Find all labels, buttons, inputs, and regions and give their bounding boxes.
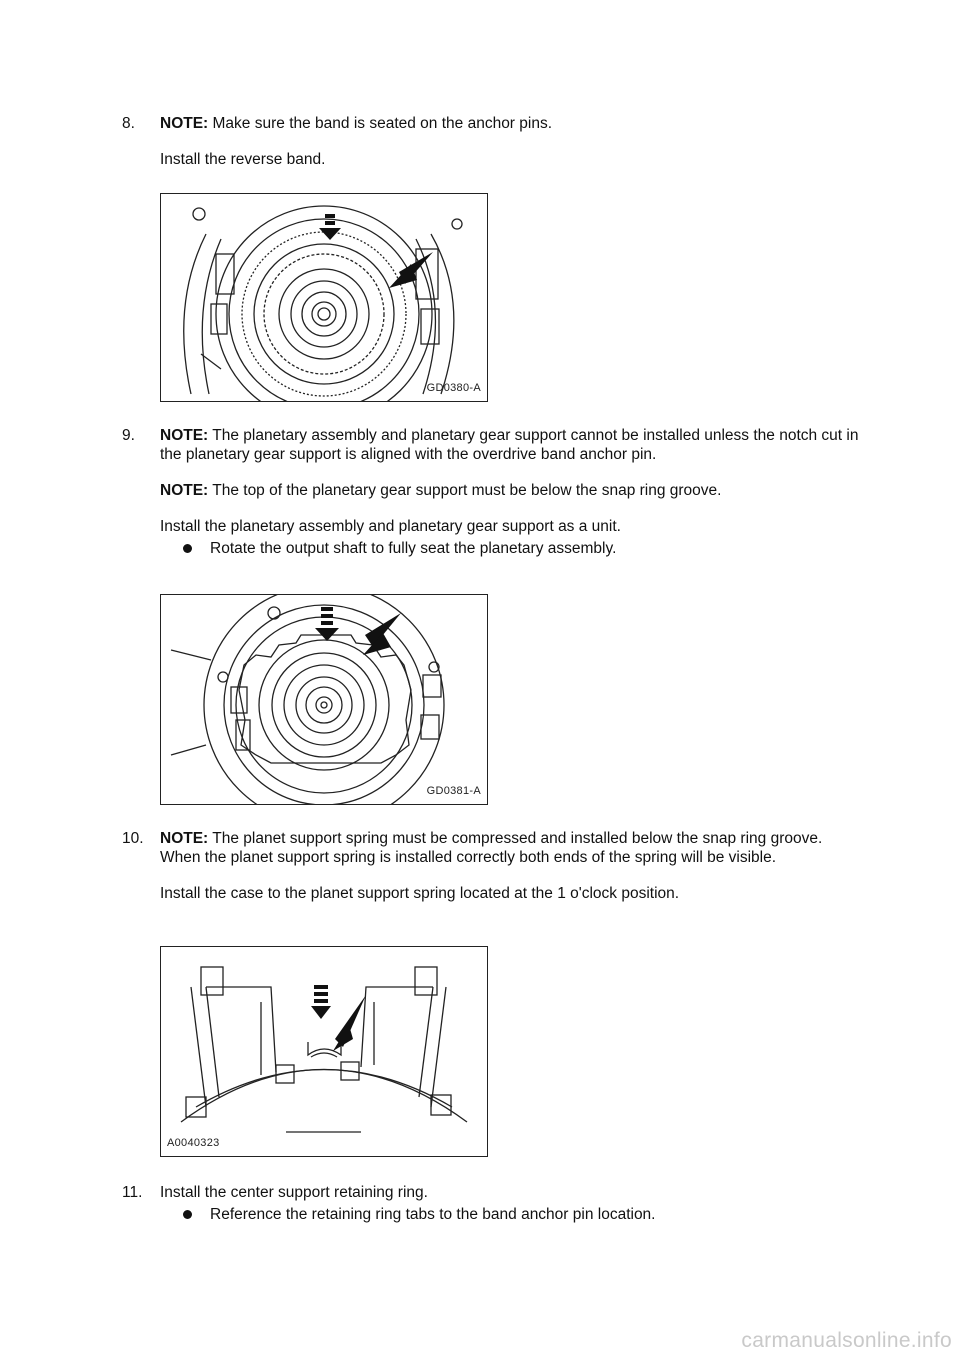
bullet-icon — [183, 1210, 192, 1219]
note-text: Make sure the band is seated on the anchor pins. — [208, 115, 553, 132]
step-body — [160, 829, 860, 903]
bullet-text: Reference the retaining ring tabs to the band anchor pin location. — [210, 1206, 656, 1223]
note-text: The top of the planetary gear support must be below the snap ring groove. — [208, 482, 722, 499]
figure-caption: A0040323 — [167, 1137, 220, 1149]
step-number: 10. — [122, 830, 144, 847]
step-number: 11. — [122, 1184, 143, 1201]
bullet-text: Rotate the output shaft to fully seat the planetary assembly. — [210, 540, 617, 557]
figure-planet-support-spring — [160, 946, 488, 1157]
bullet-icon — [183, 544, 192, 553]
bullet-item — [160, 539, 860, 558]
figure-caption: GD0380-A — [426, 382, 481, 394]
note — [160, 114, 860, 133]
planet-support-spring-illustration — [161, 947, 487, 1156]
step-number: 8. — [122, 115, 135, 132]
bullet-item — [160, 1205, 860, 1224]
note — [160, 426, 860, 464]
figure-caption: GD0381-A — [426, 785, 481, 797]
step-number: 9. — [122, 427, 135, 444]
note-label: NOTE: — [160, 115, 209, 132]
note-text: The planetary assembly and planetary gear support cannot be installed unless the notch cut in the planetary gear support is aligned with the overdrive band anchor pin. — [160, 427, 859, 463]
reverse-band-illustration — [161, 194, 487, 401]
note-label: NOTE: — [160, 482, 209, 499]
figure-reverse-band — [160, 193, 488, 402]
note — [160, 481, 860, 500]
note — [160, 829, 860, 867]
instruction: Install the case to the planet support spring located at the 1 o'clock position. — [160, 885, 680, 902]
watermark: carmanualsonline.info — [741, 1329, 952, 1352]
instruction: Install the planetary assembly and planetary gear support as a unit. — [160, 518, 621, 535]
planetary-assembly-illustration — [161, 595, 487, 804]
note-label: NOTE: — [160, 427, 209, 444]
instruction: Install the center support retaining ring. — [160, 1184, 428, 1201]
note-label: NOTE: — [160, 830, 209, 847]
instruction: Install the reverse band. — [160, 151, 326, 168]
step-body — [160, 1183, 860, 1224]
step-body — [160, 426, 860, 558]
step-body — [160, 114, 860, 169]
figure-planetary-assembly — [160, 594, 488, 805]
note-text: The planet support spring must be compressed and installed below the snap ring groove. When the planet support spring is installed correctly both ends of the spring will be visible. — [160, 830, 823, 866]
